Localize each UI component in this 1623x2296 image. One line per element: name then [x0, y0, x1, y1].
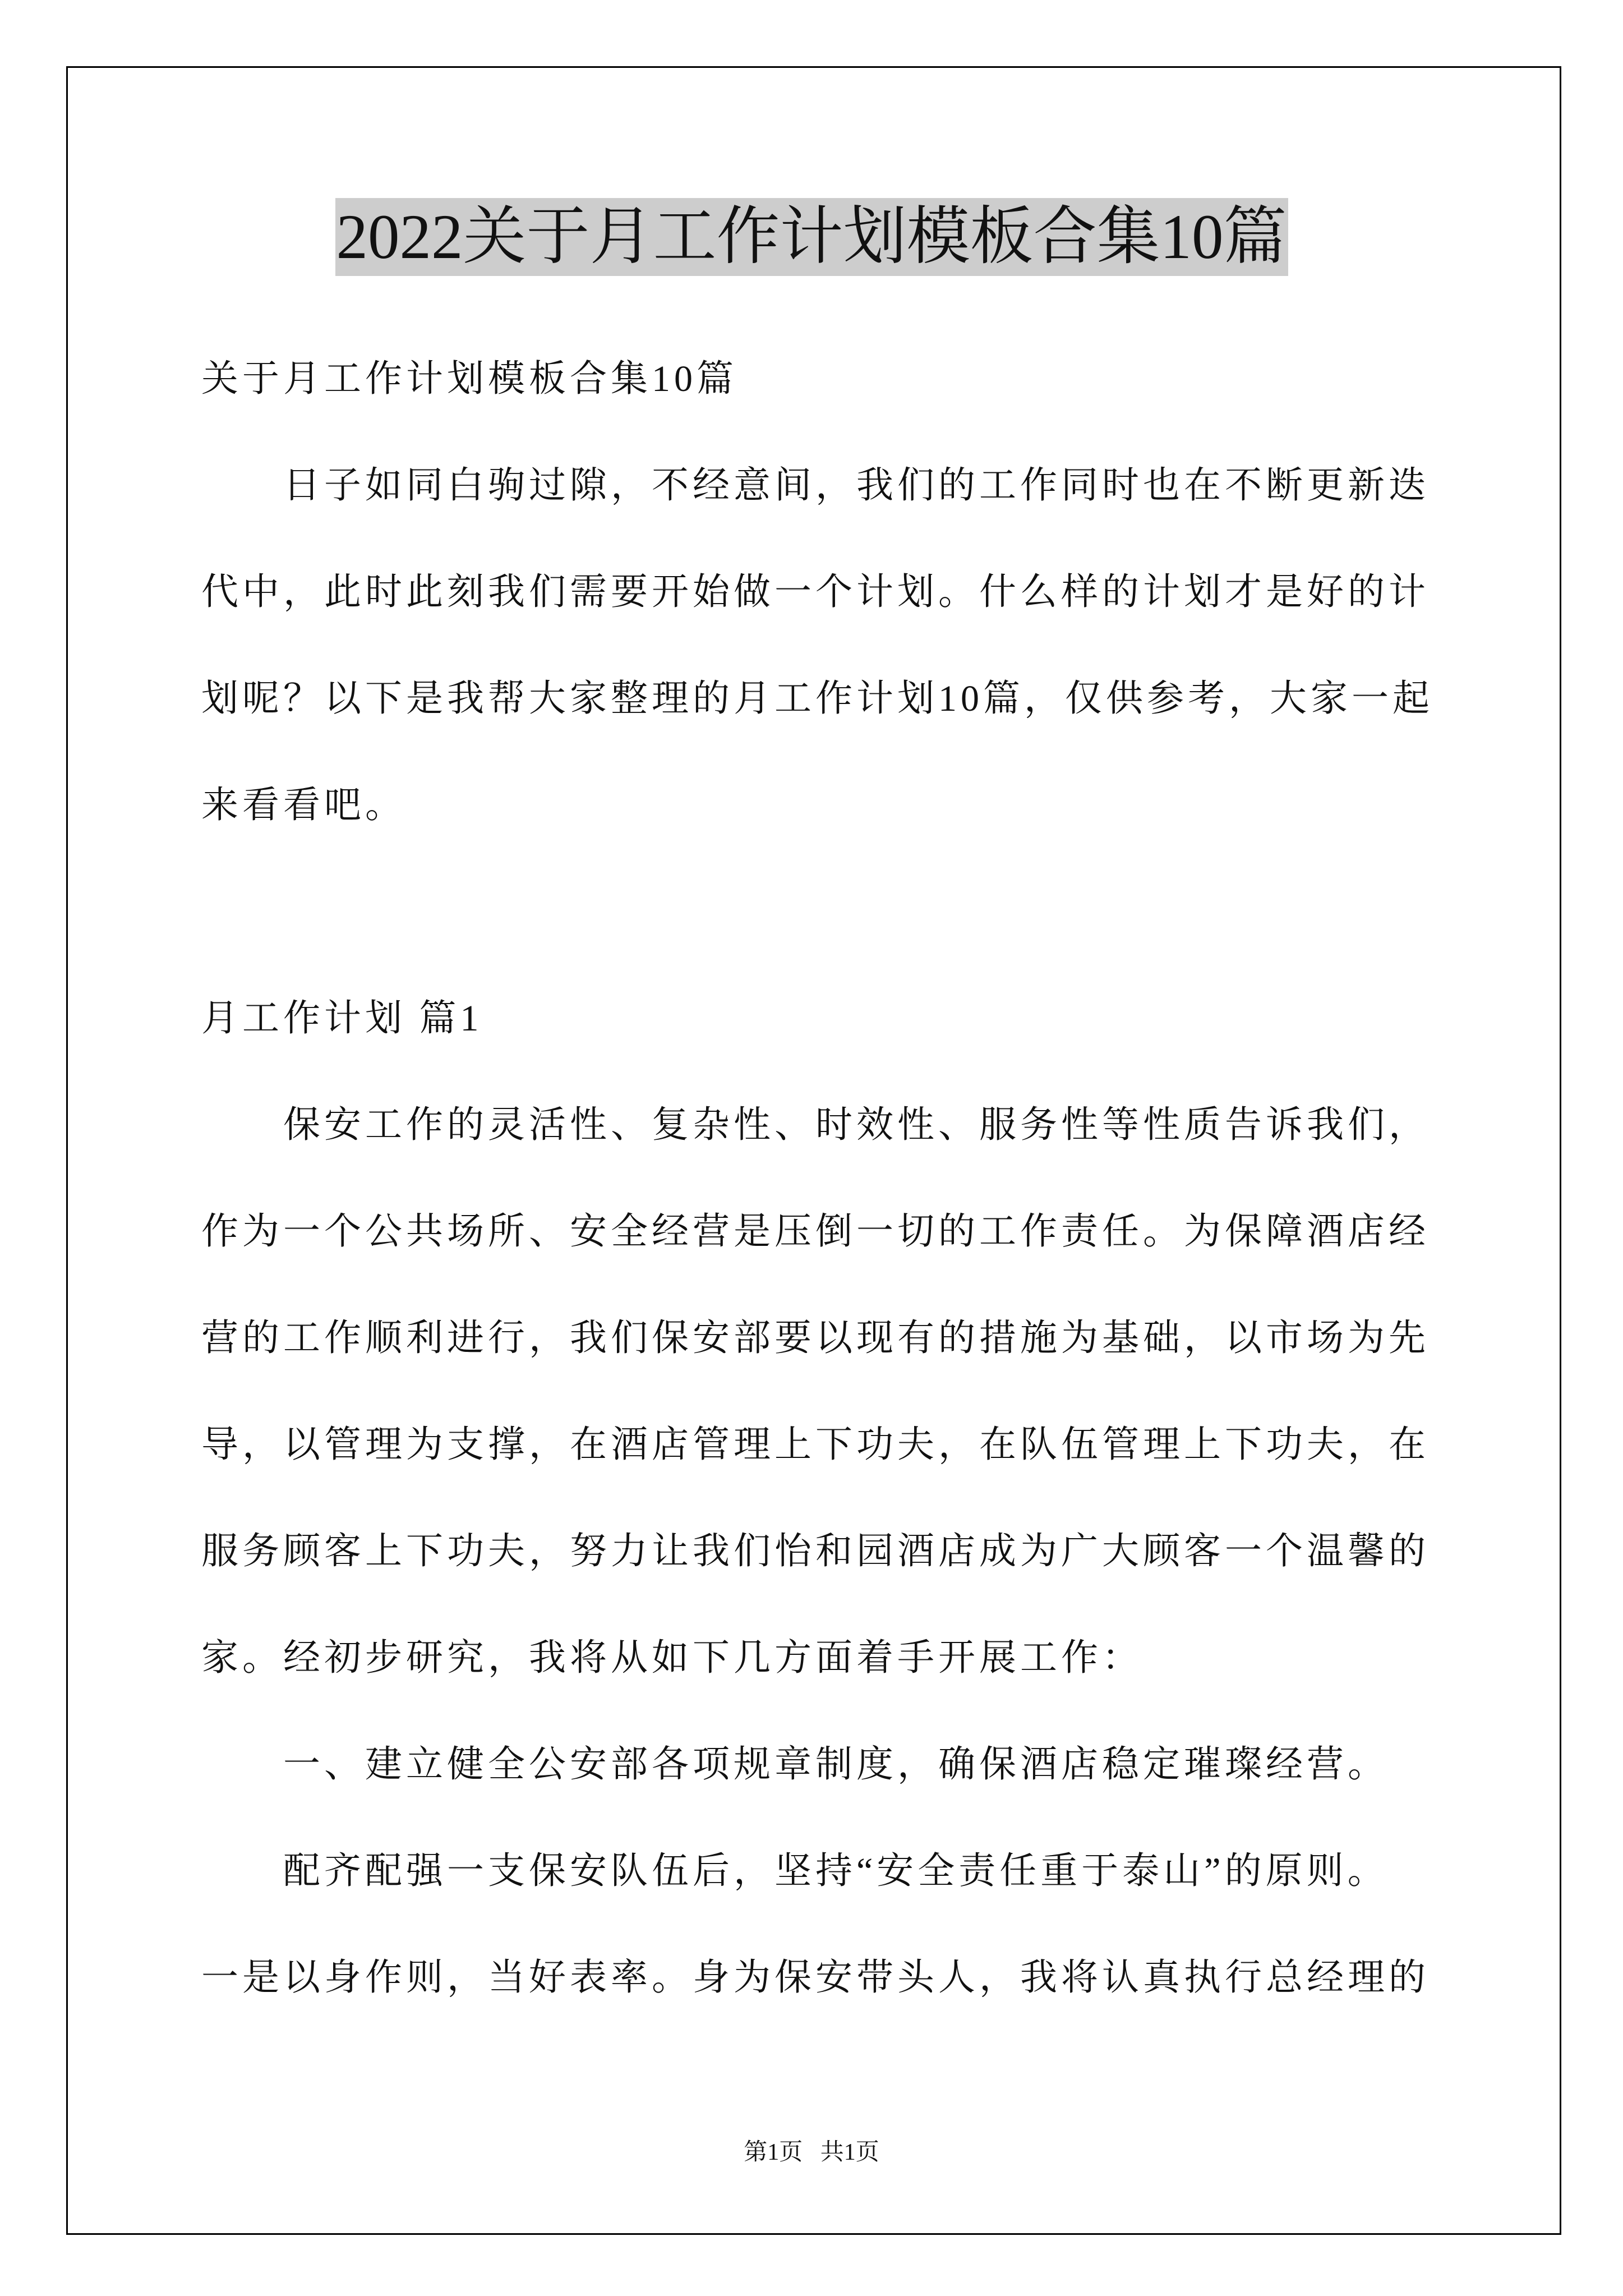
paragraph-line: 营的工作顺利进行，我们保安部要以现有的措施为基础，以市场为先 — [201, 1318, 1430, 1359]
intro-line: 代中，此时此刻我们需要开始做一个计划。什么样的计划才是好的计 — [201, 572, 1430, 613]
intro-line: 来看看吧。 — [201, 785, 406, 826]
document-subtitle: 关于月工作计划模板合集10篇 — [201, 358, 737, 399]
blank-line — [201, 859, 1435, 965]
document-title: 2022关于月工作计划模板合集10篇 — [335, 198, 1288, 276]
paragraph-line: 保安工作的灵活性、复杂性、时效性、服务性等性质告诉我们， — [283, 1105, 1430, 1145]
intro-paragraph — [201, 432, 1435, 859]
paragraph-line: 导，以管理为支撑，在酒店管理上下功夫，在队伍管理上下功夫，在 — [201, 1424, 1430, 1465]
intro-line: 日子如同白驹过隙，不经意间，我们的工作同时也在不断更新迭 — [283, 465, 1430, 506]
paragraph-line: 一、建立健全公安部各项规章制度，确保酒店稳定璀璨经营。 — [283, 1744, 1389, 1785]
paragraph-line: 配齐配强一支保安队伍后，坚持“安全责任重于泰山”的原则。 — [283, 1851, 1389, 1892]
body-paragraph-3 — [201, 1818, 1435, 2031]
intro-line: 划呢？以下是我帮大家整理的月工作计划10篇，仅供参考，大家一起 — [201, 678, 1433, 719]
document-body — [201, 326, 1435, 2031]
page-footer: 第1页 共1页 — [744, 2139, 879, 2165]
paragraph-line: 作为一个公共场所、安全经营是压倒一切的工作责任。为保障酒店经 — [201, 1211, 1430, 1252]
title-container — [0, 198, 1623, 276]
body-paragraph-1 — [201, 1072, 1435, 1711]
paragraph-line: 一是以身作则，当好表率。身为保安带头人，我将认真执行总经理的 — [201, 1957, 1430, 1998]
section-heading: 月工作计划 篇1 — [201, 998, 483, 1039]
paragraph-line: 服务顾客上下功夫，努力让我们怡和园酒店成为广大顾客一个温馨的 — [201, 1531, 1430, 1572]
paragraph-line: 家。经初步研究，我将从如下几方面着手开展工作： — [201, 1637, 1143, 1678]
body-paragraph-2 — [201, 1711, 1435, 1818]
